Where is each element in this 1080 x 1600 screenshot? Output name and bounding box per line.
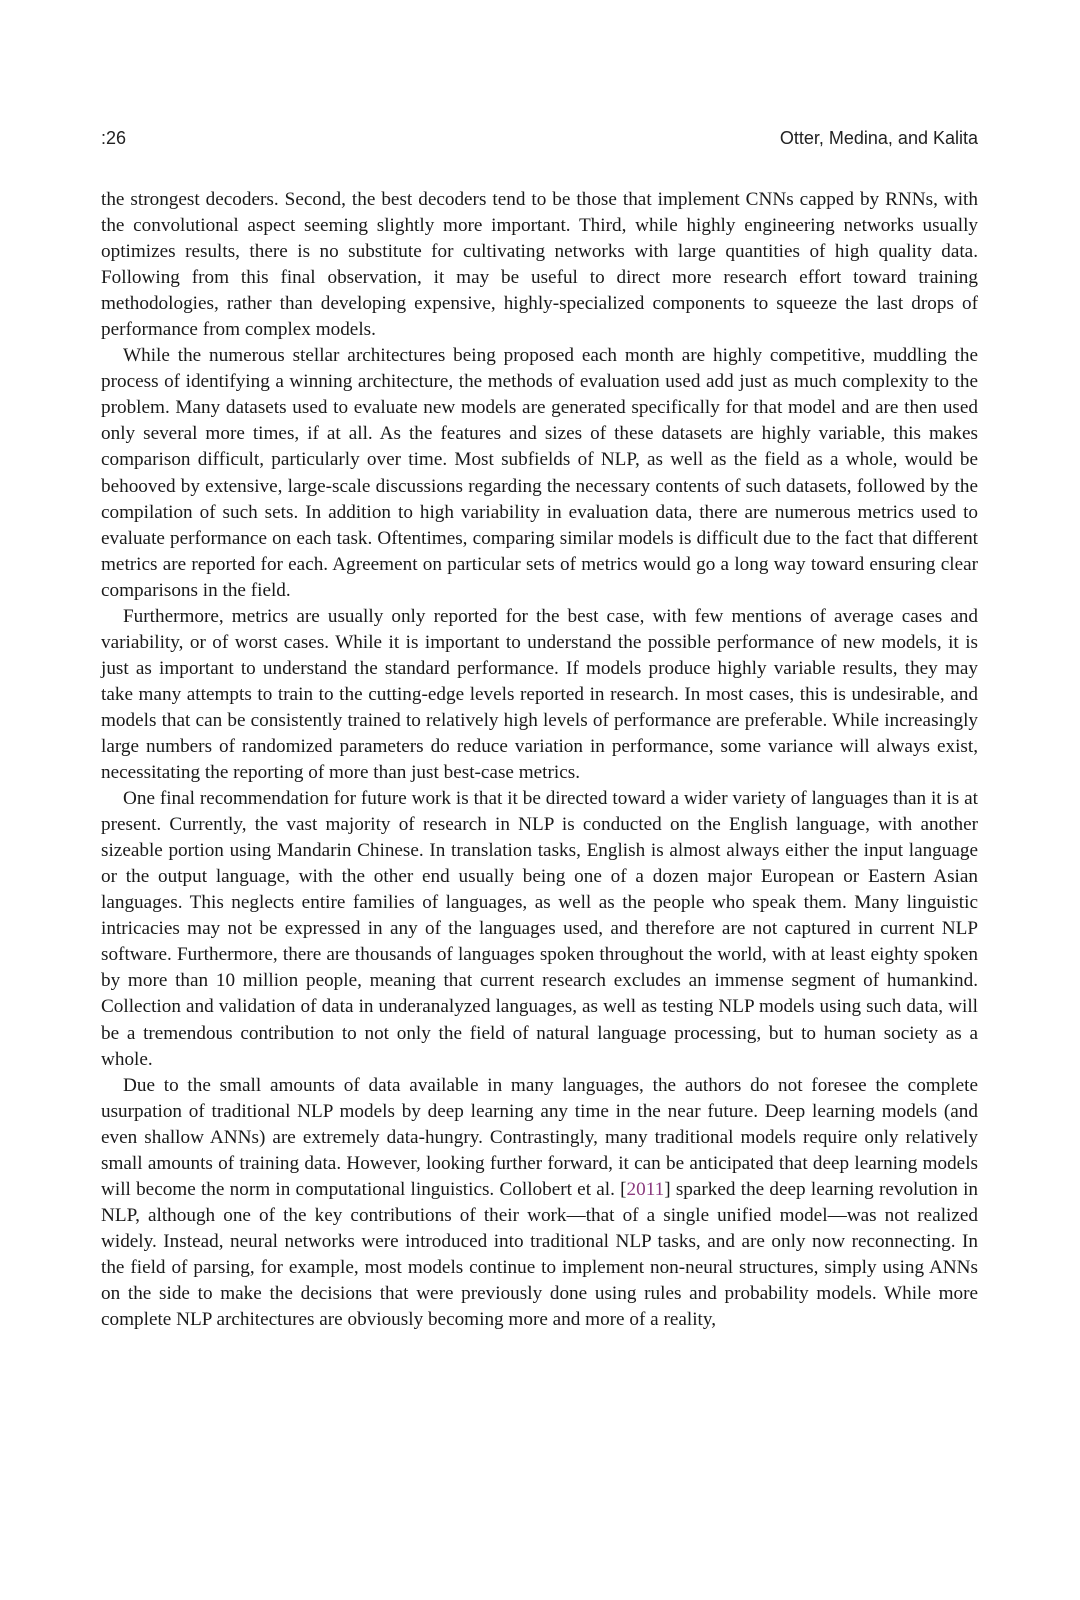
paragraph-languages: One final recommendation for future work is that it be directed toward a wider variety of languages than it is at present. Currently, the vast majority of research in NLP is conducted on the English language, with another sizeable portion using Mandarin Chinese. In translation tasks, English is almost always either the input language or the output language, with the other end usually being one of a dozen major European or Eastern Asian languages. This neglects entire families of languages, as well as the people who speak them. Many linguistic intricacies may not be expressed in any of the languages used, and therefore are not captured in current NLP software. Furthermore, there are thousands of languages spoken throughout the world, with at least eighty spoken by more than 10 million people, meaning that current research excludes an immense segment of humankind. Collection and validation of data in underanalyzed languages, as well as testing NLP models using such data, will be a tremendous contribution to not only the field of natural language processing, but to human society as a whole.: [101, 788, 978, 1070]
body-text: [101, 187, 978, 1333]
paragraph-metrics: Furthermore, metrics are usually only reported for the best case, with few mentions of average cases and variability, or of worst cases. While it is important to understand the possible performance of new models, it is just as important to understand the standard performance. If models produce highly variable results, they may take many attempts to train to the cutting-edge levels reported in research. In most cases, this is undesirable, and models that can be consistently trained to relatively high levels of performance are preferable. While increasingly large numbers of randomized parameters do reduce variation in performance, some variance will always exist, necessitating the reporting of more than just best-case metrics.: [101, 605, 978, 784]
paragraph-future: [101, 1073, 978, 1333]
citation-link-collobert-2011[interactable]: 2011: [626, 1178, 665, 1200]
running-authors: Otter, Medina, and Kalita: [779, 128, 978, 148]
paragraph-continued: the strongest decoders. Second, the best decoders tend to be those that implement CNNs capped by RNNs, with the convolutional aspect seeming slightly more important. Third, while highly engineering networks usually optimizes results, there is no substitute for cultivating networks with large quantities of high quality data. Following from this final observation, it may be useful to direct more research effort toward training methodologies, rather than developing expensive, highly-specialized components to squeeze the last drops of performance from complex models.: [101, 189, 978, 341]
page-number: :26: [101, 128, 127, 148]
running-header: [101, 128, 978, 154]
paragraph-future-text-after: ] sparked the deep learning revolution in NLP, although one of the key contributions of their work—that of a single unified model—was not realized widely. Instead, neural networks were introduced into traditional NLP tasks, and are only now reconnecting. In the field of parsing, for example, most models continue to implement non-neural structures, simply using ANNs on the side to make the decisions that were previously done using rules and probability models. While more complete NLP architectures are obviously becoming more and more of a reality,: [101, 1178, 978, 1331]
paragraph-future-text-before: Due to the small amounts of data available in many languages, the authors do not foresee the complete usurpation of traditional NLP models by deep learning any time in the near future. Deep learning models (and even shallow ANNs) are extremely data-hungry. Contrastingly, many traditional models require only relatively small amounts of training data. However, looking further forward, it can be anticipated that deep learning models will become the norm in computational linguistics. Collobert et al. [: [101, 1074, 978, 1200]
paragraph-evaluation: While the numerous stellar architectures being proposed each month are highly competitive, muddling the process of identifying a winning architecture, the methods of evaluation used add just as much complexity to the problem. Many datasets used to evaluate new models are generated specifically for that model and are then used only several more times, if at all. As the features and sizes of these datasets are highly variable, this makes comparison difficult, particularly over time. Most subfields of NLP, as well as the field as a whole, would be behooved by extensive, large-scale discussions regarding the necessary contents of such datasets, followed by the compilation of such sets. In addition to high variability in evaluation data, there are numerous metrics used to evaluate performance on each task. Oftentimes, comparing similar models is difficult due to the fact that different metrics are reported for each. Agreement on particular sets of metrics would go a long way toward ensuring clear comparisons in the field.: [101, 345, 978, 601]
